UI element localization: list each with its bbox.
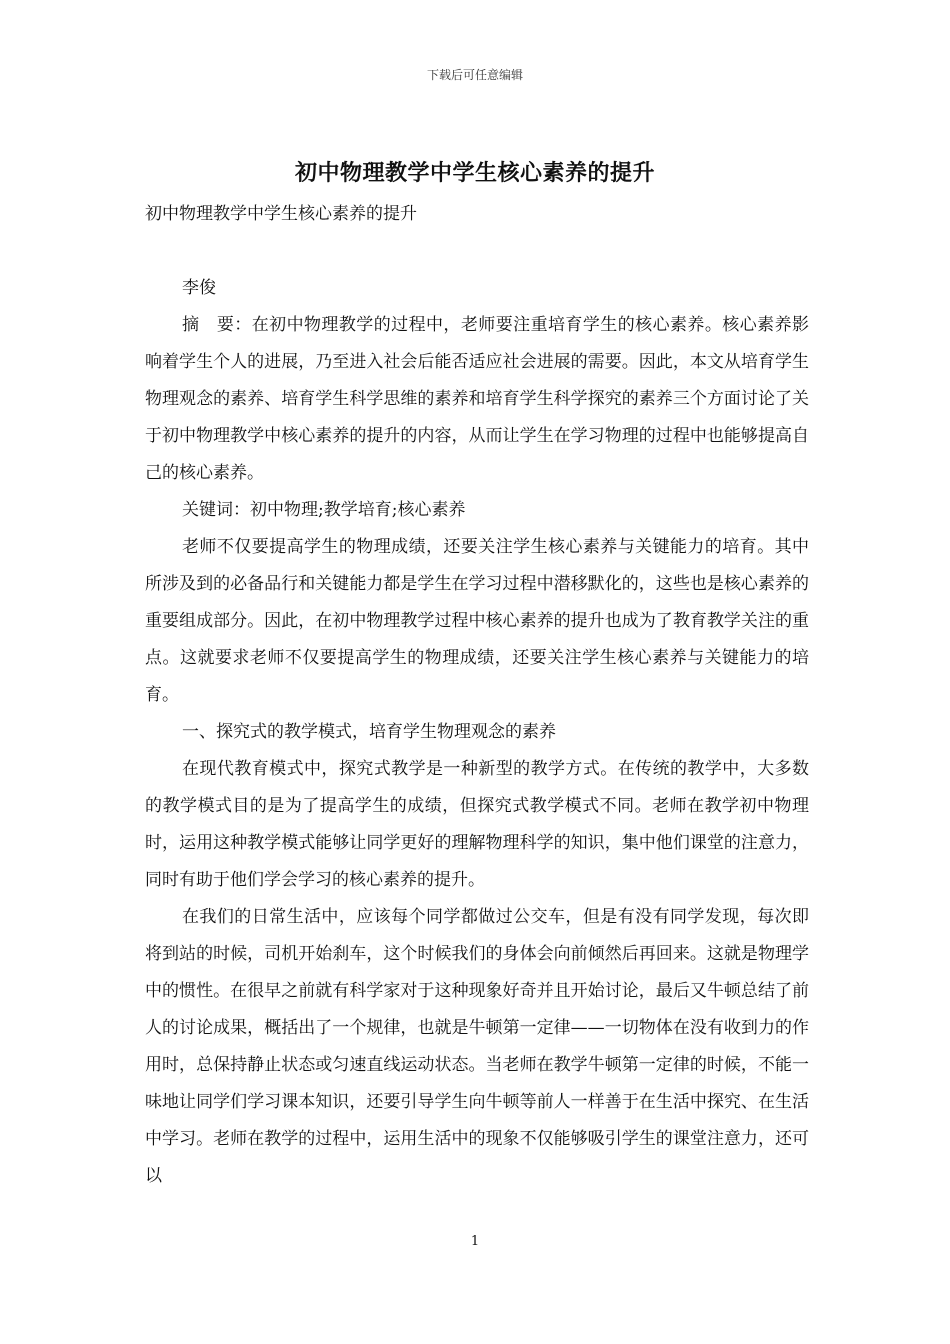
document-subtitle: 初中物理教学中学生核心素养的提升	[145, 204, 417, 224]
body-paragraph: 在我们的日常生活中，应该每个同学都做过公交车，但是有没有同学发现，每次即将到站的时候，司机开始刹车，这个时候我们的身体会向前倾然后再回来。这就是物理学中的惯性。在很早之前就有科学家对于这种现象好奇并且开始讨论，最后又牛顿总结了前人的讨论成果，概括出了一个规律，也就是牛顿第一定律——一切物体在没有收到力的作用时，总保持静止状态或匀速直线运动状态。当老师在教学牛顿第一定律的时候，不能一味地让同学们学习课本知识，还要引导学生向牛顿等前人一样善于在生活中探究、在生活中学习。老师在教学的过程中，运用生活中的现象不仅能够吸引学生的课堂注意力，还可以	[145, 907, 809, 1186]
document-title: 初中物理教学中学生核心素养的提升	[294, 160, 655, 186]
intro-paragraph: 老师不仅要提高学生的物理成绩，还要关注学生核心素养与关键能力的培育。其中所涉及到的必备品行和关键能力都是学生在学习过程中潜移默化的，这些也是核心素养的重要组成部分。因此，在初中物理教学过程中核心素养的提升也成为了教育教学关注的重点。这就要求老师不仅要提高学生的物理成绩，还要关注学生核心素养与关键能力的培育。	[145, 537, 809, 705]
page-number: 1	[470, 1234, 480, 1249]
section-heading: 一、探究式的教学模式，培育学生物理观念的素养	[182, 722, 556, 742]
header-note: 下载后可任意编辑	[426, 68, 523, 82]
abstract-paragraph: 摘 要：在初中物理教学的过程中，老师要注重培育学生的核心素养。核心素养影响着学生个人的进展，乃至进入社会后能否适应社会进展的需要。因此，本文从培育学生物理观念的素养、培育学生科学思维的素养和培育学生科学探究的素养三个方面讨论了关于初中物理教学中核心素养的提升的内容，从而让学生在学习物理的过程中也能够提高自己的核心素养。	[145, 315, 809, 483]
body-paragraph: 在现代教育模式中，探究式教学是一种新型的教学方式。在传统的教学中，大多数的教学模式目的是为了提高学生的成绩，但探究式教学模式不同。老师在教学初中物理时，运用这种教学模式能够让同学更好的理解物理科学的知识，集中他们课堂的注意力，同时有助于他们学会学习的核心素养的提升。	[145, 759, 809, 890]
author-name: 李俊	[182, 278, 216, 298]
keywords-line: 关键词：初中物理;教学培育;核心素养	[182, 500, 466, 520]
